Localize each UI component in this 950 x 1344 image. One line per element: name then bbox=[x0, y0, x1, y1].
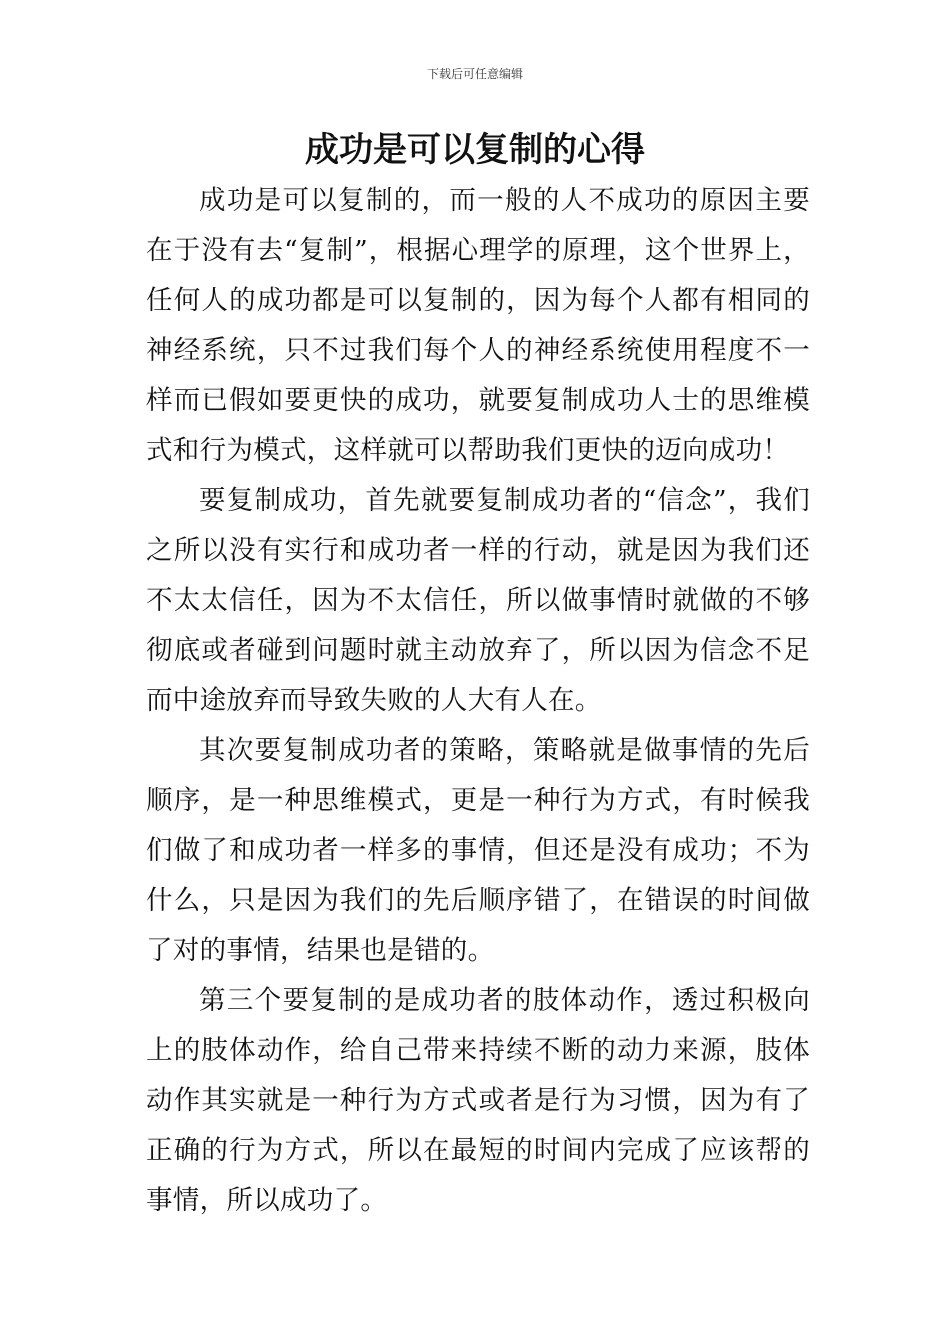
document-body bbox=[146, 176, 810, 1226]
paragraph-4: 第三个要复制的是成功者的肢体动作，透过积极向上的肢体动作，给自己带来持续不断的动力来源，肢体动作其实就是一种行为方式或者是行为习惯，因为有了正确的行为方式，所以在最短的时间内完成了应该帮的事情，所以成功了。 bbox=[146, 985, 810, 1216]
paragraph-1: 成功是可以复制的，而一般的人不成功的原因主要在于没有去“复制”，根据心理学的原理，这个世界上，任何人的成功都是可以复制的，因为每个人都有相同的神经系统，只不过我们每个人的神经系统使用程度不一样而已假如要更快的成功，就要复制成功人士的思维模式和行为模式，这样就可以帮助我们更快的迈向成功！ bbox=[146, 185, 810, 466]
document-title: 成功是可以复制的心得 bbox=[305, 130, 645, 170]
paragraph-3: 其次要复制成功者的策略，策略就是做事情的先后顺序，是一种思维模式，更是一种行为方式，有时候我们做了和成功者一样多的事情，但还是没有成功；不为什么，只是因为我们的先后顺序错了，在错误的时间做了对的事情，结果也是错的。 bbox=[146, 735, 810, 966]
page-header-note: 下载后可任意编辑 bbox=[426, 67, 523, 81]
paragraph-2: 要复制成功，首先就要复制成功者的“信念”，我们之所以没有实行和成功者一样的行动，就是因为我们还不太太信任，因为不太信任，所以做事情时就做的不够彻底或者碰到问题时就主动放弃了，所以因为信念不足而中途放弃而导致失败的人大有人在。 bbox=[146, 485, 810, 716]
